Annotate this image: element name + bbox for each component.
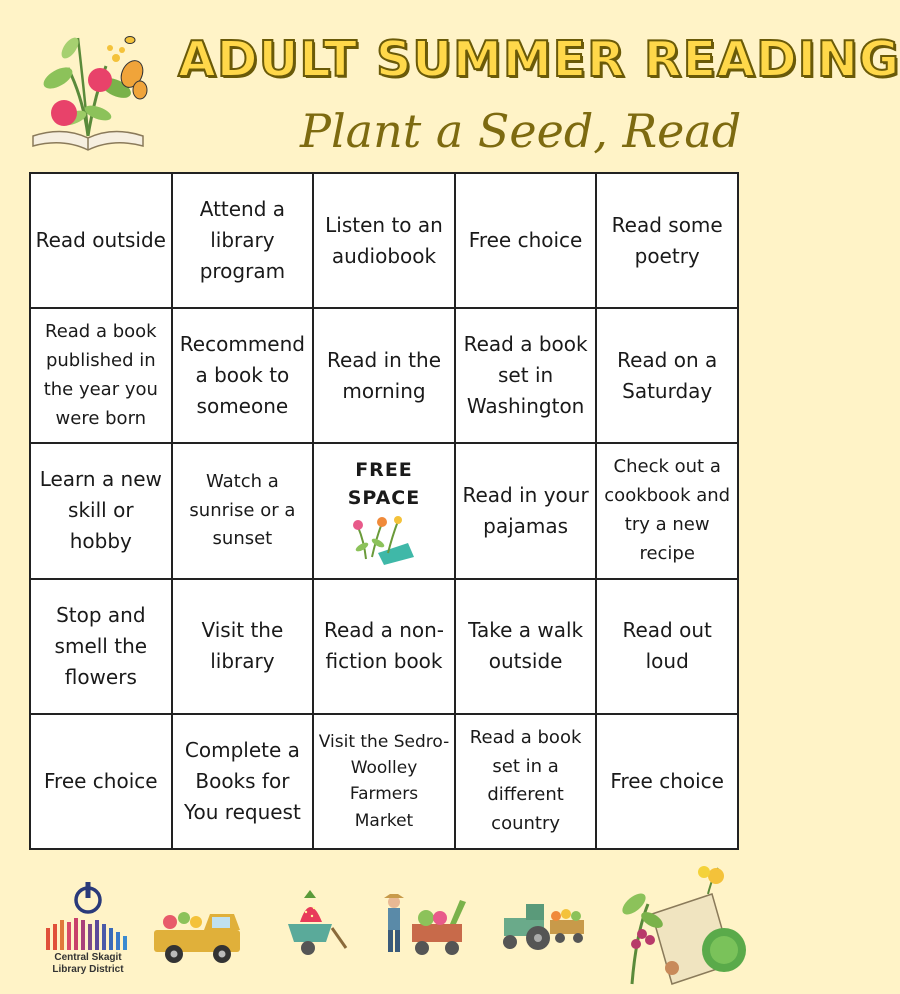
truck-icon: [150, 904, 248, 968]
bingo-cell[interactable]: Check out a cookbook and try a new recipe: [596, 443, 738, 578]
library-logo: [38, 878, 128, 978]
bingo-cell[interactable]: Take a walk outside: [455, 579, 597, 714]
bingo-cell[interactable]: Read in your pajamas: [455, 443, 597, 578]
flowers-book-icon: [348, 513, 420, 565]
bingo-cell[interactable]: Read a book set in a different country: [455, 714, 597, 849]
bingo-cell[interactable]: Free choice: [596, 714, 738, 849]
farmer-wagon-icon: [378, 888, 474, 960]
logo-line1: Central Skagit: [54, 952, 122, 963]
power-icon: [38, 878, 138, 952]
bingo-cell[interactable]: Free choice: [455, 173, 597, 308]
bingo-cell[interactable]: Learn a new skill or hobby: [30, 443, 172, 578]
free-space-line1: FREE: [355, 459, 413, 482]
bingo-cell[interactable]: Read in the morning: [313, 308, 455, 443]
bee-icon: [125, 37, 135, 44]
bingo-cell[interactable]: Watch a sunrise or a sunset: [172, 443, 314, 578]
bingo-cell[interactable]: Read out loud: [596, 579, 738, 714]
plant-book-icon: [28, 18, 148, 158]
bingo-cell[interactable]: Read on a Saturday: [596, 308, 738, 443]
free-space-cell[interactable]: [313, 443, 455, 578]
bingo-cell[interactable]: Free choice: [30, 714, 172, 849]
logo-line2: Library District: [52, 964, 124, 975]
strawberry-wheelbarrow-icon: [282, 888, 348, 958]
page-title: ADULT SUMMER READING: [178, 31, 900, 88]
bingo-cell[interactable]: Visit the library: [172, 579, 314, 714]
free-space-line2: SPACE: [347, 486, 421, 509]
plants-book-icon: [612, 864, 758, 988]
bingo-cell[interactable]: Stop and smell the flowers: [30, 579, 172, 714]
bingo-cell[interactable]: Complete a Books for You request: [172, 714, 314, 849]
bingo-grid: [29, 172, 739, 850]
bingo-cell[interactable]: Attend a library program: [172, 173, 314, 308]
bingo-cell[interactable]: Read a book set in Washington: [455, 308, 597, 443]
bingo-cell[interactable]: Read outside: [30, 173, 172, 308]
tractor-icon: [498, 896, 590, 954]
bingo-cell[interactable]: Read a book published in the year you were born: [30, 308, 172, 443]
bingo-cell[interactable]: Recommend a book to someone: [172, 308, 314, 443]
bingo-cell[interactable]: Listen to an audiobook: [313, 173, 455, 308]
bingo-cell[interactable]: Read a non-fiction book: [313, 579, 455, 714]
footer: [0, 860, 768, 994]
bingo-cell[interactable]: Visit the Sedro-Woolley Farmers Market: [313, 714, 455, 849]
bingo-cell[interactable]: Read some poetry: [596, 173, 738, 308]
page-subtitle: Plant a Seed, Read: [300, 104, 742, 158]
